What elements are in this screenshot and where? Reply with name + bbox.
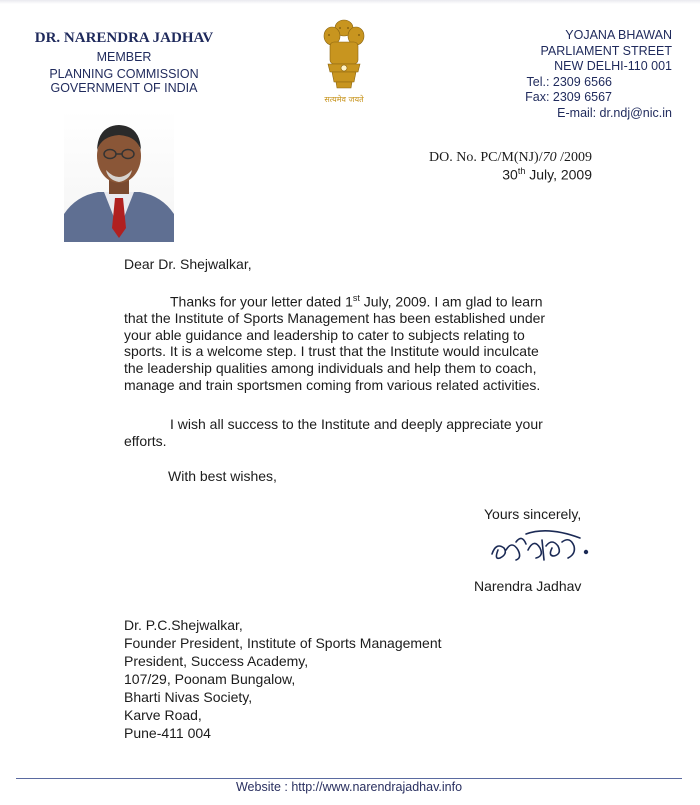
salutation: Dear Dr. Shejwalkar, bbox=[124, 256, 252, 272]
paragraph-line: the leadership qualities among individuals and help them to coach, bbox=[124, 360, 537, 377]
body-paragraph-2 bbox=[124, 416, 593, 449]
address-email: E-mail: dr.ndj@nic.in bbox=[557, 105, 672, 120]
sender-name: DR. NARENDRA JADHAV bbox=[34, 30, 214, 46]
recipient-line: Bharti Nivas Society, bbox=[124, 689, 253, 705]
best-wishes: With best wishes, bbox=[168, 468, 277, 484]
sender-org-line2: GOVERNMENT OF INDIA bbox=[50, 81, 198, 95]
body-paragraph-1 bbox=[124, 290, 593, 393]
emblem-caption: सत्यमेव जयते bbox=[324, 95, 364, 104]
recipient-line: Karve Road, bbox=[124, 707, 202, 723]
recipient-address bbox=[124, 616, 442, 742]
address-tel: Tel.: 2309 6566 bbox=[526, 74, 612, 89]
address-line1: YOJANA BHAWAN bbox=[565, 28, 672, 42]
recipient-line: Founder President, Institute of Sports Management bbox=[124, 635, 442, 651]
address-line3: NEW DELHI-110 001 bbox=[554, 59, 672, 73]
sender-org-line1: PLANNING COMMISSION bbox=[49, 67, 199, 81]
signatory-name: Narendra Jadhav bbox=[474, 578, 582, 594]
recipient-line: 107/29, Poonam Bungalow, bbox=[124, 671, 296, 687]
yours-sincerely: Yours sincerely, bbox=[484, 506, 582, 522]
address-block bbox=[525, 28, 672, 121]
paragraph-line: sports. It is a welcome step. I trust that the Institute would inculcate bbox=[124, 343, 539, 360]
footer-divider bbox=[16, 778, 682, 779]
reference-number: DO. No. PC/M(NJ)/70 /2009 bbox=[429, 150, 592, 165]
paragraph-line: efforts. bbox=[124, 432, 167, 449]
letter-date: 30th July, 2009 bbox=[502, 166, 592, 183]
footer-website: Website : http://www.narendrajadhav.info bbox=[235, 780, 463, 794]
paragraph-line: I wish all success to the Institute and deeply appreciate your bbox=[170, 416, 543, 432]
sender-photo bbox=[64, 110, 174, 242]
sender-role: MEMBER bbox=[96, 50, 152, 64]
address-line2: PARLIAMENT STREET bbox=[540, 43, 672, 58]
state-emblem-icon bbox=[318, 16, 370, 112]
handwritten-signature bbox=[486, 520, 596, 574]
paragraph-line: manage and train sportsmen coming from various related activities. bbox=[124, 376, 541, 393]
recipient-line: President, Success Academy, bbox=[124, 653, 309, 669]
top-edge-shade bbox=[0, 0, 700, 4]
paragraph-line: that the Institute of Sports Management has been established under bbox=[124, 310, 546, 327]
recipient-line: Dr. P.C.Shejwalkar, bbox=[124, 617, 243, 633]
paragraph-line: your able guidance and leadership to cater to subjects relating to bbox=[124, 326, 525, 343]
paragraph-line: Thanks for your letter dated 1st July, 2009. I am glad to learn bbox=[170, 293, 543, 310]
address-fax: Fax: 2309 6567 bbox=[525, 90, 612, 104]
recipient-line: Pune-411 004 bbox=[124, 725, 211, 741]
